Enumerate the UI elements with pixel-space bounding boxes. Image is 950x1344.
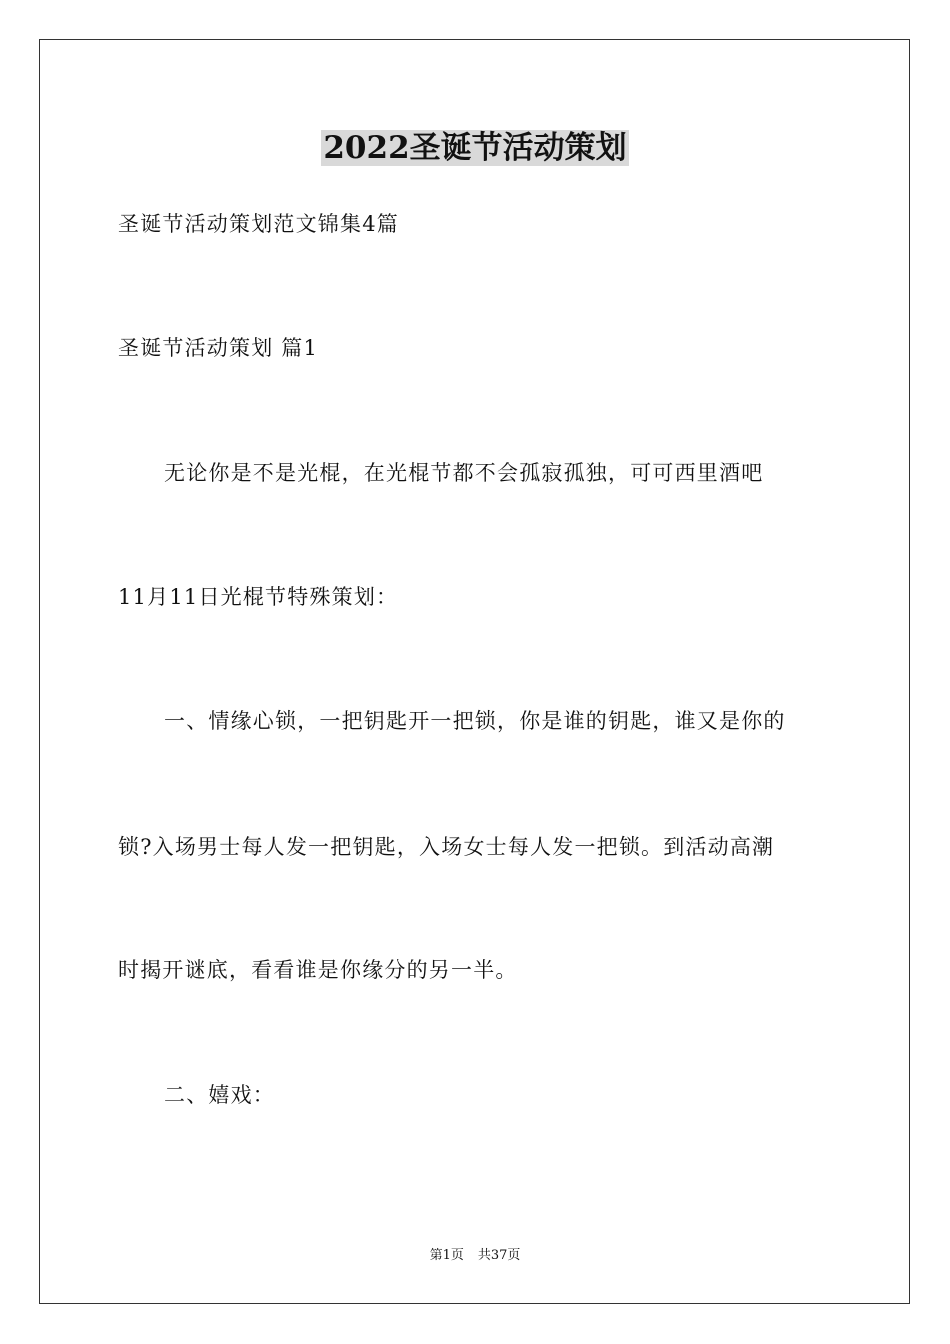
document-title <box>0 126 950 170</box>
document-subtitle: 圣诞节活动策划范文锦集4篇 <box>118 212 399 236</box>
page-footer <box>0 1246 950 1266</box>
paragraph-line: 二、嬉戏： <box>164 1083 275 1107</box>
paragraph-line: 无论你是不是光棍，在光棍节都不会孤寂孤独，可可西里酒吧 <box>164 461 764 485</box>
section-heading: 圣诞节活动策划 篇1 <box>118 336 319 360</box>
page-number: 第1页 <box>429 1248 464 1263</box>
paragraph-line: 11月11日光棍节特殊策划： <box>118 585 399 609</box>
paragraph-line: 一、情缘心锁，一把钥匙开一把锁，你是谁的钥匙，谁又是你的 <box>164 709 786 733</box>
paragraph-line: 锁?入场男士每人发一把钥匙，入场女士每人发一把锁。到活动高潮 <box>118 835 775 859</box>
document-title-text: 2022圣诞节活动策划 <box>323 130 627 166</box>
paragraph-line: 时揭开谜底，看看谁是你缘分的另一半。 <box>118 958 518 982</box>
page-total: 共37页 <box>477 1248 521 1263</box>
